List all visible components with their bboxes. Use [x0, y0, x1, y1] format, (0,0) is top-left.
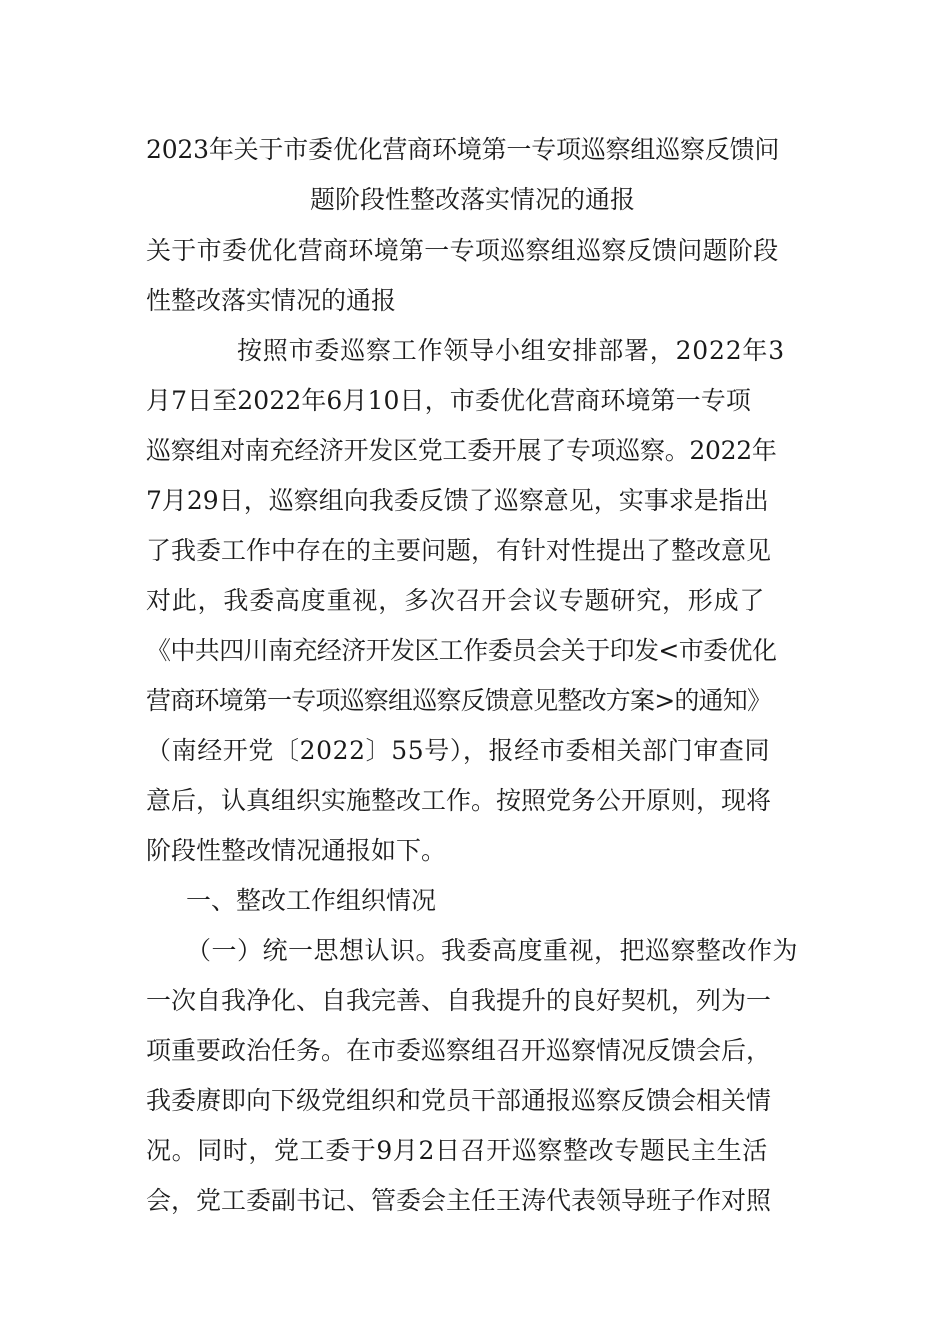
- body-line-18: 会，党工委副书记、管委会主任王涛代表领导班子作对照: [146, 1186, 772, 1215]
- document-title-line-2: 题阶段性整改落实情况的通报: [310, 185, 636, 214]
- body-line-17: 况。同时，党工委于9月2日召开巡察整改专题民主生活: [146, 1136, 768, 1165]
- body-line-13: （一）统一思想认识。我委高度重视，把巡察整改作为: [186, 936, 799, 965]
- subtitle-line-2: 性整改落实情况的通报: [146, 286, 397, 315]
- document-title-line-1: 2023年关于市委优化营商环境第一专项巡察组巡察反馈问: [146, 135, 780, 164]
- section-heading: 一、整改工作组织情况: [186, 886, 437, 915]
- body-line-3: 巡察组对南充经济开发区党工委开展了专项巡察。2022年: [146, 436, 777, 465]
- body-line-1: 按照市委巡察工作领导小组安排部署，2022年3: [237, 336, 785, 365]
- body-line-6: 对此，我委高度重视，多次召开会议专题研究，形成了: [146, 586, 766, 615]
- body-line-7: 《中共四川南充经济开发区工作委员会关于印发<市委优化: [146, 636, 777, 665]
- body-line-4: 7月29日，巡察组向我委反馈了巡察意见，实事求是指出: [146, 486, 769, 515]
- body-line-11: 阶段性整改情况通报如下。: [146, 836, 447, 865]
- body-line-8: 营商环境第一专项巡察组巡察反馈意见整改方案>的通知》: [146, 686, 772, 715]
- body-line-14: 一次自我净化、自我完善、自我提升的良好契机，列为一: [146, 986, 772, 1015]
- body-line-2: 月7日至2022年6月10日，市委优化营商环境第一专项: [146, 386, 751, 415]
- subtitle-line-1: 关于市委优化营商环境第一专项巡察组巡察反馈问题阶段: [146, 236, 779, 265]
- body-line-10: 意后，认真组织实施整改工作。按照党务公开原则，现将: [146, 786, 772, 815]
- body-line-16: 我委赓即向下级党组织和党员干部通报巡察反馈会相关情: [146, 1086, 772, 1115]
- body-line-15: 项重要政治任务。在市委巡察组召开巡察情况反馈会后，: [146, 1036, 772, 1065]
- body-line-9: （南经开党〔2022〕55号），报经市委相关部门审查同: [146, 736, 771, 765]
- body-line-5: 了我委工作中存在的主要问题，有针对性提出了整改意见: [146, 536, 772, 565]
